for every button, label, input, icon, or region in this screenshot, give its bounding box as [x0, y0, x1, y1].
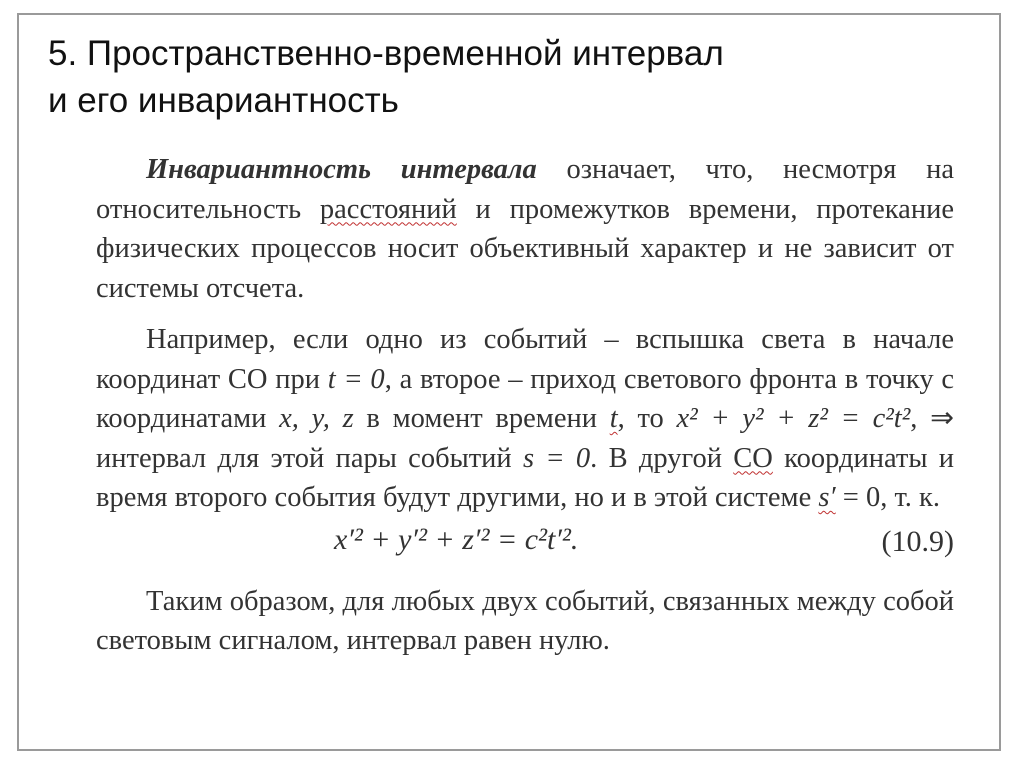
p1-text-b: и промежутков времени, протекание физических процессов носит объективный характер и не зависит от системы отсчета.	[96, 193, 954, 304]
math-s-prime: s′	[818, 482, 836, 513]
p1-text-a: означает, что, несмотря на относительность	[96, 154, 954, 225]
p2-t8: = 0, т. к.	[835, 482, 941, 513]
title-line-2: и его инвариантность	[48, 81, 399, 120]
p2-t5: , ⇒ интервал для этой пары событий	[96, 403, 954, 474]
paragraph-example	[96, 320, 954, 518]
paragraph-conclusion: Таким образом, для любых двух событий, связанных между собой световым сигналом, интервал равен нулю.	[96, 585, 954, 656]
slide-body	[96, 150, 954, 661]
math-s-zero: s = 0	[522, 442, 591, 474]
p2-t6: . В другой	[590, 442, 734, 474]
p2-t7: координаты и время второго события будут другими, но и в этой системе	[96, 442, 955, 513]
math-t: t	[609, 403, 618, 434]
slide-title	[48, 30, 948, 124]
spellcheck-word: расстояний	[319, 193, 457, 225]
p2-t3: в момент времени	[353, 403, 610, 434]
math-xyz: x, y, z	[279, 403, 354, 434]
spellcheck-so: СО	[733, 442, 773, 474]
lead-term: Инвариантность интервала	[146, 154, 537, 185]
p2-t1: Например, если одно из событий – вспышка света в начале координат СО при	[96, 324, 954, 395]
equation-row	[96, 520, 954, 566]
p2-t4: , то	[617, 403, 677, 434]
equation-number: (10.9)	[881, 524, 954, 558]
title-line-1: 5. Пространственно-временной интервал	[48, 34, 724, 73]
math-t-zero: t = 0	[327, 363, 385, 395]
paragraph-invariance	[96, 150, 954, 308]
equation-formula: x′² + y′² + z′² = c²t′².	[334, 522, 579, 556]
p2-t2: , а второе – приход светового фронта в точку с координатами	[96, 363, 954, 434]
math-light-cone: x² + y² + z² = c²t²	[676, 403, 911, 434]
